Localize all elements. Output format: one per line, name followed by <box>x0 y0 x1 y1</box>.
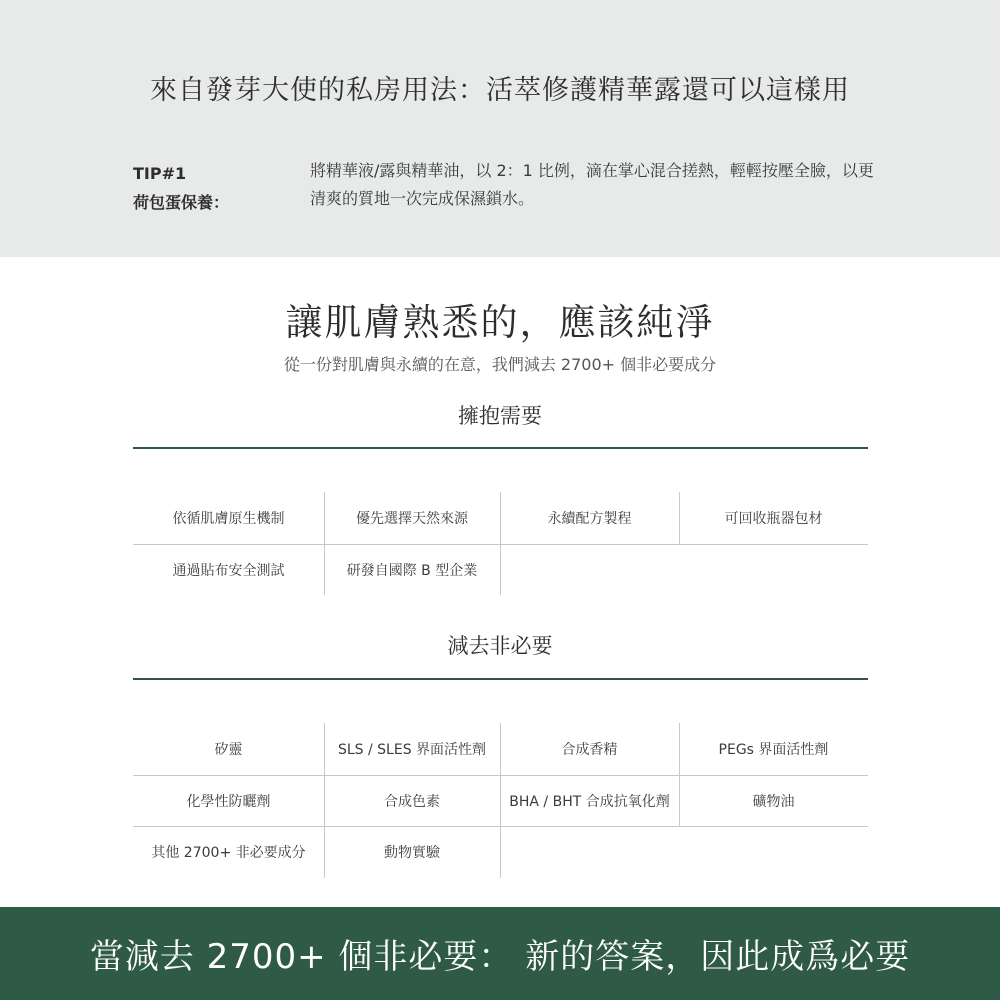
tip-name: 荷包蛋保養： <box>133 193 230 212</box>
remove-item: 合成香精 <box>561 742 618 758</box>
embrace-heading: 擁抱需要 <box>458 404 542 428</box>
page-subtitle: 從一份對肌膚與永續的在意，我們減去 2700+ 個非必要成分 <box>283 355 717 374</box>
page-title: 讓肌膚熟悉的，應該純淨 <box>285 301 715 344</box>
embrace-item: 優先選擇天然來源 <box>356 511 468 527</box>
tip-label <box>133 159 229 217</box>
tip-description: 將精華液/露與精華油，以 2：1 比例，滴在掌心混合搓熱，輕輕按壓全臉，以更清爽的質地一次完成保濕鎖水。 <box>310 161 874 208</box>
embrace-item: 可回收瓶器包材 <box>724 511 823 527</box>
footer-text: 當減去 2700+ 個非必要： 新的答案，因此成爲必要 <box>89 937 911 977</box>
footer-banner <box>0 907 1000 1000</box>
embrace-grid <box>133 492 868 595</box>
remove-divider <box>133 678 868 680</box>
embrace-item: 通過貼布安全測試 <box>172 562 285 579</box>
remove-item: BHA / BHT 合成抗氧化劑 <box>509 793 670 810</box>
tips-section <box>0 0 1000 257</box>
remove-item: 矽靈 <box>214 742 243 758</box>
remove-item: 動物實驗 <box>384 845 440 861</box>
remove-heading: 減去非必要 <box>447 634 553 658</box>
embrace-divider <box>133 447 868 449</box>
remove-item: PEGs 界面活性劑 <box>718 742 829 758</box>
remove-item: 礦物油 <box>752 793 795 810</box>
remove-item: 其他 2700+ 非必要成分 <box>151 845 306 861</box>
embrace-item: 研發自國際 B 型企業 <box>346 562 478 579</box>
remove-grid <box>133 723 868 878</box>
remove-item: 合成色素 <box>384 793 440 810</box>
embrace-item: 依循肌膚原生機制 <box>172 511 285 527</box>
remove-item: SLS / SLES 界面活性劑 <box>337 742 487 758</box>
remove-item: 化學性防曬劑 <box>186 793 271 810</box>
embrace-item: 永續配方製程 <box>547 511 632 527</box>
tip-number: TIP#1 <box>133 164 187 183</box>
tips-title: 來自發芽大使的私房用法：活萃修護精華露還可以這樣用 <box>150 75 850 106</box>
